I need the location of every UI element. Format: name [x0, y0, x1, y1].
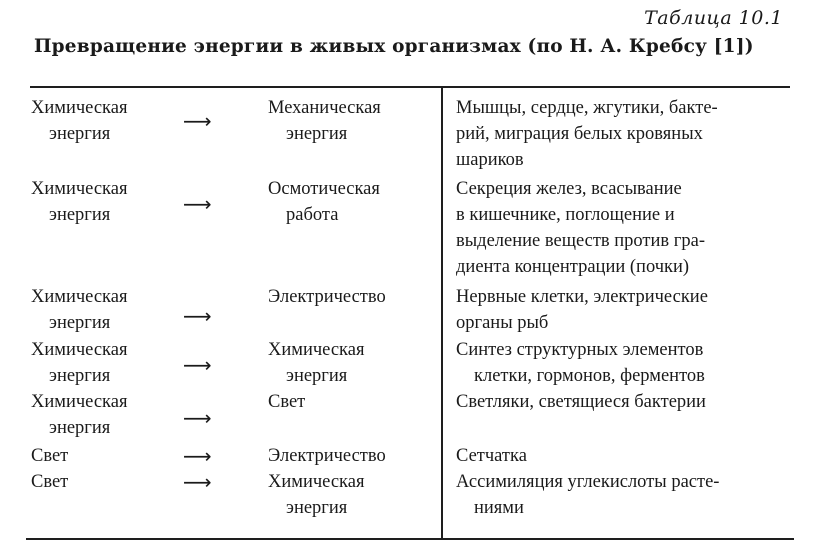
row-6-source	[31, 443, 181, 469]
row-7-source	[31, 469, 181, 495]
examples-line: органы рыб	[456, 313, 549, 333]
previous-page-text-fragment	[28, 0, 298, 4]
target-line: работа	[286, 205, 339, 225]
source-line: Свет	[31, 446, 69, 466]
row-2-examples	[456, 176, 790, 280]
target-line: Механическая	[268, 98, 381, 118]
table-title: Превращение энергии в живых организмах (по Н. А. Кребсу [1])	[34, 36, 754, 57]
examples-line: Синтез структурных элементов	[456, 340, 704, 360]
source-line: энергия	[49, 205, 111, 225]
row-1-arrow: ⟶	[183, 109, 212, 133]
target-line: Химическая	[268, 340, 365, 360]
source-line: Химическая	[31, 287, 128, 307]
row-4-source	[31, 337, 181, 389]
row-5-arrow: ⟶	[183, 406, 212, 430]
target-line: Электричество	[268, 287, 386, 307]
target-line: энергия	[286, 498, 348, 518]
source-line: энергия	[49, 313, 111, 333]
row-7-examples	[456, 469, 790, 521]
row-7-arrow: ⟶	[183, 470, 212, 494]
target-line: Свет	[268, 392, 306, 412]
table-number: Таблица 10.1	[644, 7, 783, 29]
row-2-target	[268, 176, 428, 228]
source-line: Химическая	[31, 179, 128, 199]
table-top-rule	[30, 86, 790, 88]
examples-line: Сетчатка	[456, 446, 527, 466]
source-line: энергия	[49, 418, 111, 438]
examples-line: выделение веществ против гра-	[456, 231, 705, 251]
row-1-examples	[456, 95, 790, 173]
row-3-target	[268, 284, 428, 310]
target-line: Химическая	[268, 472, 365, 492]
examples-line: клетки, гормонов, ферментов	[474, 366, 705, 386]
row-5-target	[268, 389, 428, 415]
row-6-arrow: ⟶	[183, 444, 212, 468]
row-2-source	[31, 176, 181, 228]
examples-line: диента концентрации (почки)	[456, 257, 690, 277]
examples-line: шариков	[456, 150, 524, 170]
target-line: Электричество	[268, 446, 386, 466]
row-4-examples	[456, 337, 790, 389]
examples-line: Светляки, светящиеся бактерии	[456, 392, 706, 412]
source-line: Химическая	[31, 98, 128, 118]
row-6-target	[268, 443, 428, 469]
table-bottom-rule	[26, 538, 794, 540]
source-line: энергия	[49, 366, 111, 386]
examples-line: рий, миграция белых кровяных	[456, 124, 703, 144]
row-2-arrow: ⟶	[183, 192, 212, 216]
examples-line: Ассимиляция углекислоты расте-	[456, 472, 720, 492]
row-5-source	[31, 389, 181, 441]
source-line: Химическая	[31, 340, 128, 360]
table-column-divider	[441, 88, 443, 538]
row-1-target	[268, 95, 428, 147]
source-line: энергия	[49, 124, 111, 144]
target-line: энергия	[286, 366, 348, 386]
examples-line: в кишечнике, поглощение и	[456, 205, 675, 225]
row-3-examples	[456, 284, 790, 336]
row-3-arrow: ⟶	[183, 304, 212, 328]
examples-line: ниями	[474, 498, 524, 518]
examples-line: Нервные клетки, электрические	[456, 287, 708, 307]
row-4-arrow: ⟶	[183, 353, 212, 377]
row-6-examples	[456, 443, 790, 469]
row-3-source	[31, 284, 181, 336]
row-4-target	[268, 337, 428, 389]
source-line: Свет	[31, 472, 69, 492]
target-line: Осмотическая	[268, 179, 380, 199]
row-5-examples	[456, 389, 790, 415]
examples-line: Мышцы, сердце, жгутики, бакте-	[456, 98, 718, 118]
examples-line: Секреция желез, всасывание	[456, 179, 682, 199]
source-line: Химическая	[31, 392, 128, 412]
target-line: энергия	[286, 124, 348, 144]
row-7-target	[268, 469, 428, 521]
row-1-source	[31, 95, 181, 147]
